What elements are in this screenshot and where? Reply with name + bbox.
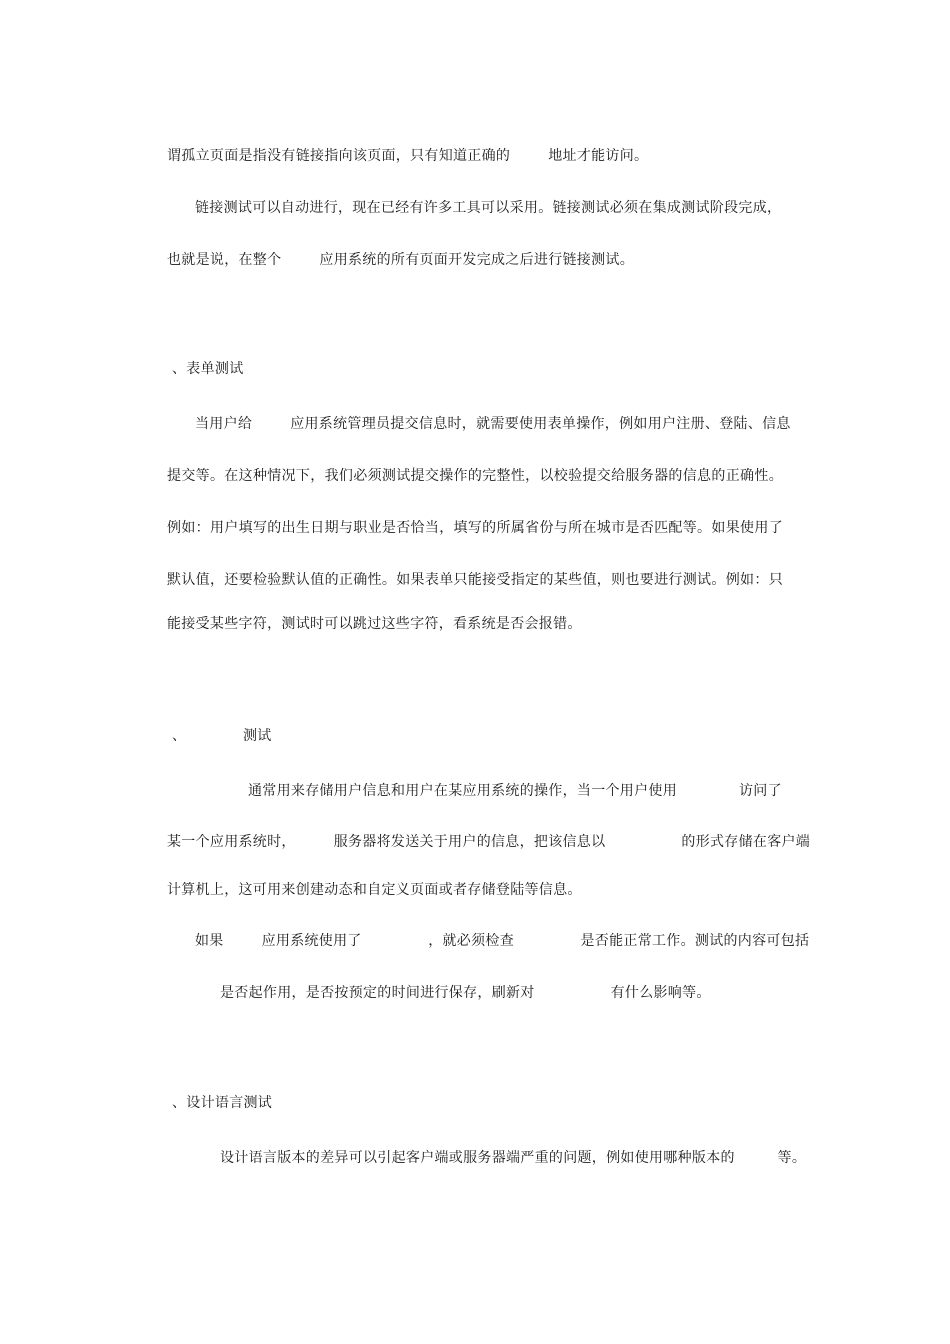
- section-heading-design-language-test: 、设计语言测试: [172, 1095, 273, 1111]
- section-heading-number-mark: 、: [172, 728, 187, 744]
- paragraph-line: 如果 应用系统使用了 ，就必须检查 是否能正常工作。测试的内容可包括: [195, 933, 810, 949]
- paragraph-line: 计算机上，这可用来创建动态和自定义页面或者存储登陆等信息。: [167, 882, 582, 898]
- paragraph-line: 当用户给 应用系统管理员提交信息时，就需要使用表单操作，例如用户注册、登陆、信息: [195, 416, 791, 432]
- section-heading-test: 测试: [243, 728, 272, 744]
- paragraph-line: 某一个应用系统时， 服务器将发送关于用户的信息，把该信息以 的形式存储在客户端: [167, 834, 811, 850]
- paragraph-line: 能接受某些字符，测试时可以跳过这些字符，看系统是否会报错。: [167, 616, 582, 632]
- paragraph-line: 提交等。在这种情况下，我们必须测试提交操作的完整性，以校验提交给服务器的信息的正确性。: [167, 468, 783, 484]
- paragraph-line: 默认值，还要检验默认值的正确性。如果表单只能接受指定的某些值，则也要进行测试。例如：只: [167, 572, 783, 588]
- paragraph-line-tail: 访问了: [739, 783, 782, 799]
- paragraph-line: 链接测试可以自动进行，现在已经有许多工具可以采用。链接测试必须在集成测试阶段完成，: [195, 200, 782, 216]
- paragraph-line: 也就是说，在整个 应用系统的所有页面开发完成之后进行链接测试。: [167, 252, 634, 268]
- paragraph-line: 例如：用户填写的出生日期与职业是否恰当，填写的所属省份与所在城市是否匹配等。如果使用了: [167, 520, 783, 536]
- paragraph-line: 设计语言版本的差异可以引起客户端或服务器端严重的问题，例如使用哪种版本的 等。: [220, 1150, 807, 1166]
- section-heading-form-test: 、表单测试: [172, 361, 244, 377]
- paragraph-line: 谓孤立页面是指没有链接指向该页面，只有知道正确的 地址才能访问。: [167, 148, 649, 164]
- paragraph-line: 是否起作用，是否按预定的时间进行保存，刷新对 有什么影响等。: [220, 985, 711, 1001]
- paragraph-line: 通常用来存储用户信息和用户在某应用系统的操作，当一个用户使用: [248, 783, 677, 799]
